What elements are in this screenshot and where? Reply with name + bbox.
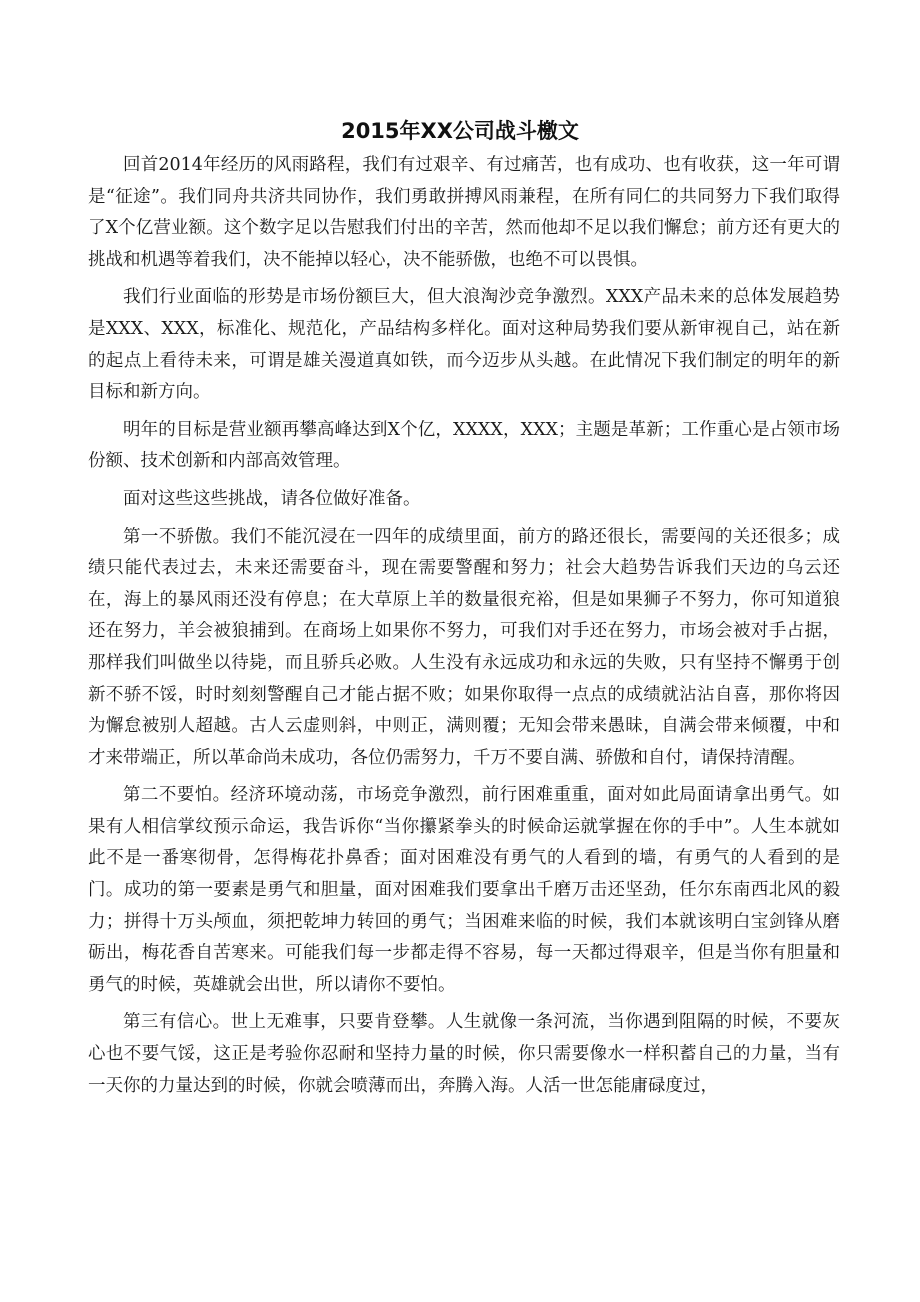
paragraph-point-two: 第二不要怕。经济环境动荡，市场竞争激烈，前行困难重重，面对如此局面请拿出勇气。如果有人相信掌纹预示命运，我告诉你“当你攥紧拳头的时候命运就掌握在你的手中”。人生本就如此不是一番寒彻骨，怎得梅花扑鼻香；面对困难没有勇气的人看到的墙，有勇气的人看到的是门。成功的第一要素是勇气和胆量，面对困难我们要拿出千磨万击还坚劲，任尔东南西北风的毅力；拼得十万头颅血，须把乾坤力转回的勇气；当困难来临的时候，我们本就该明白宝剑锋从磨砺出，梅花香自苦寒来。可能我们每一步都走得不容易，每一天都过得艰辛，但是当你有胆量和勇气的时候，英雄就会出世，所以请你不要怕。 bbox=[88, 785, 840, 995]
paragraph-next-year-goal: 明年的目标是营业额再攀高峰达到X个亿，XXXX，XXX；主题是革新；工作重心是占领市场份额、技术创新和内部高效管理。 bbox=[88, 419, 840, 472]
document-body bbox=[88, 150, 840, 1108]
paragraph-point-three: 第三有信心。世上无难事，只要肯登攀。人生就像一条河流，当你遇到阻隔的时候，不要灰心也不要气馁，这正是考验你忍耐和坚持力量的时候，你只需要像水一样积蓄自己的力量，当有一天你的力量达到的时候，你就会喷薄而出，奔腾入海。人活一世怎能庸碌度过， bbox=[88, 1012, 840, 1096]
paragraph-intro: 回首2014年经历的风雨路程，我们有过艰辛、有过痛苦，也有成功、也有收获，这一年可谓是“征途”。我们同舟共济共同协作，我们勇敢拼搏风雨兼程，在所有同仁的共同努力下我们取得了X个亿营业额。这个数字足以告慰我们付出的辛苦，然而他却不足以我们懈怠；前方还有更大的挑战和机遇等着我们，决不能掉以轻心，决不能骄傲，也绝不可以畏惧。 bbox=[88, 155, 840, 270]
paragraph-point-one: 第一不骄傲。我们不能沉浸在一四年的成绩里面，前方的路还很长，需要闯的关还很多；成绩只能代表过去，未来还需要奋斗，现在需要警醒和努力；社会大趋势告诉我们天边的乌云还在，海上的暴风雨还没有停息；在大草原上羊的数量很充裕，但是如果狮子不努力，你可知道狼还在努力，羊会被狼捕到。在商场上如果你不努力，可我们对手还在努力，市场会被对手占据，那样我们叫做坐以待毙，而且骄兵必败。人生没有永远成功和永远的失败，只有坚持不懈勇于创新不骄不馁，时时刻刻警醒自己才能占据不败；如果你取得一点点的成绩就沾沾自喜，那你将因为懈怠被别人超越。古人云虚则斜，中则正，满则覆；无知会带来愚昧，自满会带来倾覆，中和才来带端正，所以革命尚未成功，各位仍需努力，千万不要自满、骄傲和自付，请保持清醒。 bbox=[88, 526, 840, 768]
paragraph-industry-situation: 我们行业面临的形势是市场份额巨大，但大浪淘沙竞争激烈。XXX产品未来的总体发展趋势是XXX、XXX，标准化、规范化，产品结构多样化。面对这种局势我们要从新审视自己，站在新的起点上看待未来，可谓是雄关漫道真如铁，而今迈步从头越。在此情况下我们制定的明年的新目标和新方向。 bbox=[88, 287, 840, 403]
document-title: 2015年XX公司战斗檄文 bbox=[341, 119, 579, 143]
paragraph-prepare: 面对这些这些挑战，请各位做好准备。 bbox=[123, 488, 421, 509]
